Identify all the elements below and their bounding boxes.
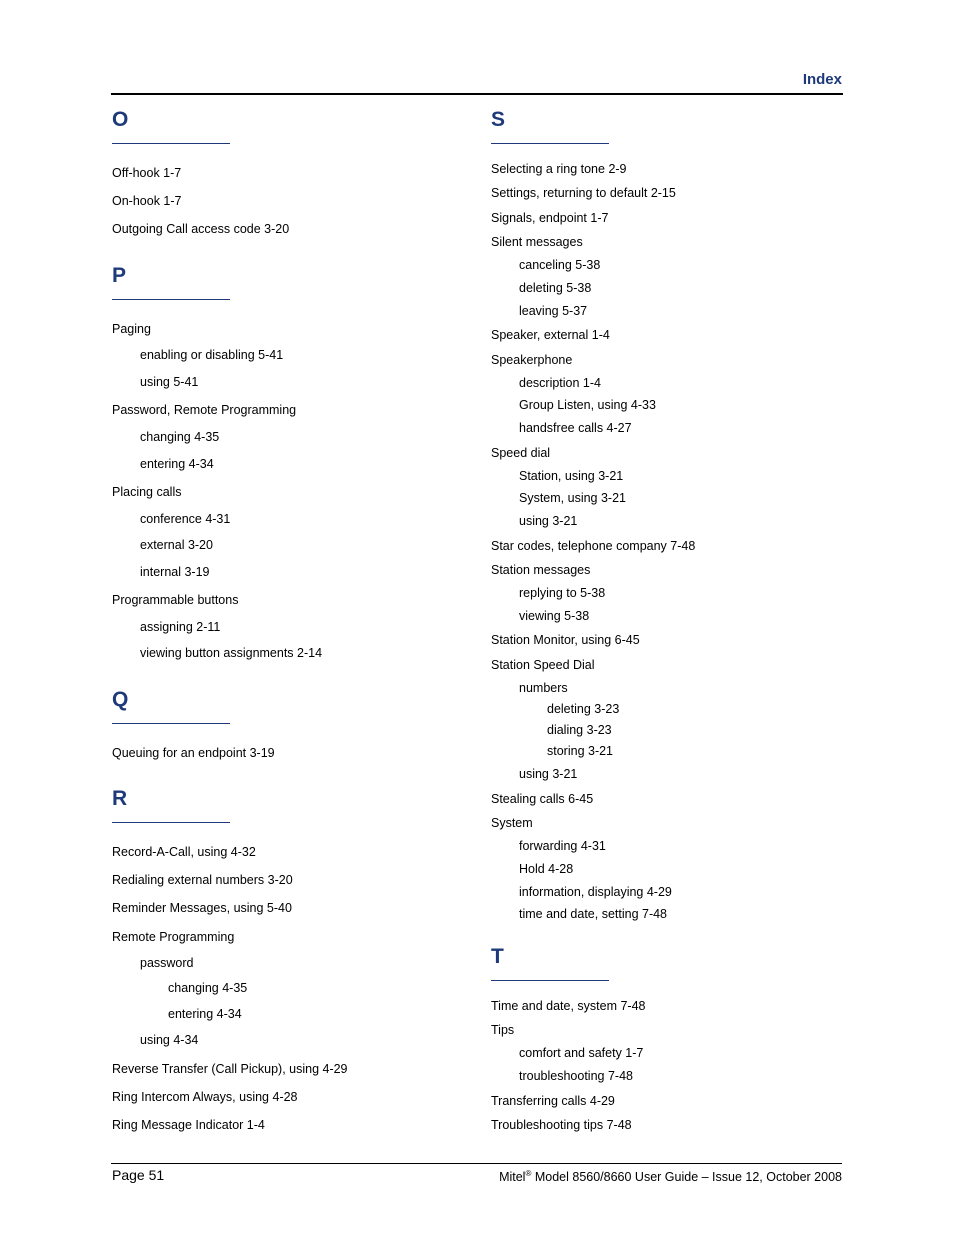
- index-subentry: enabling or disabling 5-41: [140, 348, 284, 362]
- index-subentry: description 1-4: [519, 376, 601, 390]
- index-subentry: assigning 2-11: [140, 620, 221, 634]
- footer-divider: [111, 1163, 842, 1164]
- index-subentry: leaving 5-37: [519, 304, 588, 318]
- index-entry: Ring Intercom Always, using 4-28: [112, 1090, 298, 1104]
- index-entry: Station Speed Dial: [491, 658, 595, 672]
- index-entry: Off-hook 1-7: [112, 166, 182, 180]
- letter-divider: [491, 980, 609, 981]
- index-entry: Speaker, external 1-4: [491, 328, 610, 342]
- index-entry: Stealing calls 6-45: [491, 792, 594, 806]
- registered-mark: ®: [525, 1169, 532, 1178]
- index-entry: Placing calls: [112, 485, 182, 499]
- index-subentry: changing 4-35: [140, 430, 220, 444]
- index-letter-o: O: [112, 108, 129, 131]
- index-entry: Selecting a ring tone 2-9: [491, 162, 627, 176]
- index-subentry: System, using 3-21: [519, 491, 626, 505]
- index-subentry: using 4-34: [140, 1033, 199, 1047]
- index-entry: Reminder Messages, using 5-40: [112, 901, 292, 915]
- index-subentry: information, displaying 4-29: [519, 885, 672, 899]
- index-entry: Station messages: [491, 563, 591, 577]
- index-letter-s: S: [491, 108, 506, 131]
- index-subentry: Group Listen, using 4-33: [519, 398, 656, 412]
- index-subentry: deleting 5-38: [519, 281, 592, 295]
- index-entry: Record-A-Call, using 4-32: [112, 845, 256, 859]
- index-subentry: handsfree calls 4-27: [519, 421, 632, 435]
- index-entry: Time and date, system 7-48: [491, 999, 646, 1013]
- index-subsubentry: changing 4-35: [168, 981, 248, 995]
- index-entry: Programmable buttons: [112, 593, 239, 607]
- index-entry: Transferring calls 4-29: [491, 1094, 615, 1108]
- index-entry: Reverse Transfer (Call Pickup), using 4-29: [112, 1062, 348, 1076]
- index-subentry: Hold 4-28: [519, 862, 574, 876]
- index-subentry: password: [140, 956, 194, 970]
- page-header-title: Index: [802, 71, 842, 88]
- index-subentry: canceling 5-38: [519, 258, 601, 272]
- index-subentry: using 3-21: [519, 514, 578, 528]
- index-subentry: Station, using 3-21: [519, 469, 624, 483]
- index-subsubentry: deleting 3-23: [547, 702, 620, 716]
- index-subentry: troubleshooting 7-48: [519, 1069, 633, 1083]
- index-entry: Station Monitor, using 6-45: [491, 633, 640, 647]
- page-number: Page 51: [112, 1167, 165, 1183]
- document-title: [499, 1169, 842, 1184]
- index-subentry: external 3-20: [140, 538, 213, 552]
- index-entry: Outgoing Call access code 3-20: [112, 222, 290, 236]
- index-entry: Tips: [491, 1023, 515, 1037]
- index-subentry: internal 3-19: [140, 565, 210, 579]
- letter-divider: [112, 723, 230, 724]
- index-letter-p: P: [112, 264, 127, 287]
- index-letter-r: R: [112, 787, 128, 810]
- index-entry: Ring Message Indicator 1-4: [112, 1118, 265, 1132]
- index-entry: Signals, endpoint 1-7: [491, 211, 609, 225]
- letter-divider: [112, 143, 230, 144]
- index-subsubentry: dialing 3-23: [547, 723, 612, 737]
- letter-divider: [491, 143, 609, 144]
- header-divider: [111, 93, 843, 95]
- index-letter-t: T: [491, 945, 504, 968]
- letter-divider: [112, 299, 230, 300]
- index-entry: Silent messages: [491, 235, 583, 249]
- index-subentry: conference 4-31: [140, 512, 231, 526]
- index-subentry: comfort and safety 1-7: [519, 1046, 644, 1060]
- letter-divider: [112, 822, 230, 823]
- index-entry: Password, Remote Programming: [112, 403, 297, 417]
- index-entry: Speakerphone: [491, 353, 573, 367]
- index-entry: On-hook 1-7: [112, 194, 182, 208]
- index-entry: Settings, returning to default 2-15: [491, 186, 676, 200]
- index-subentry: time and date, setting 7-48: [519, 907, 668, 921]
- document-edition: Model 8560/8660 User Guide – Issue 12, October 2008: [531, 1170, 842, 1185]
- index-entry: Speed dial: [491, 446, 551, 460]
- index-entry: Paging: [112, 322, 151, 336]
- brand-name: Mitel: [499, 1170, 526, 1185]
- index-entry: Redialing external numbers 3-20: [112, 873, 293, 887]
- index-subentry: viewing 5-38: [519, 609, 590, 623]
- index-subsubentry: storing 3-21: [547, 744, 614, 758]
- index-subentry: using 3-21: [519, 767, 578, 781]
- index-entry: Queuing for an endpoint 3-19: [112, 746, 275, 760]
- index-subentry: viewing button assignments 2-14: [140, 646, 323, 660]
- index-subentry: replying to 5-38: [519, 586, 606, 600]
- index-subentry: entering 4-34: [140, 457, 214, 471]
- index-entry: Remote Programming: [112, 930, 235, 944]
- index-subentry: using 5-41: [140, 375, 199, 389]
- index-subsubentry: entering 4-34: [168, 1007, 242, 1021]
- index-subentry: numbers: [519, 681, 568, 695]
- index-letter-q: Q: [112, 688, 129, 711]
- index-entry: System: [491, 816, 533, 830]
- index-entry: Troubleshooting tips 7-48: [491, 1118, 632, 1132]
- index-entry: Star codes, telephone company 7-48: [491, 539, 696, 553]
- index-subentry: forwarding 4-31: [519, 839, 606, 853]
